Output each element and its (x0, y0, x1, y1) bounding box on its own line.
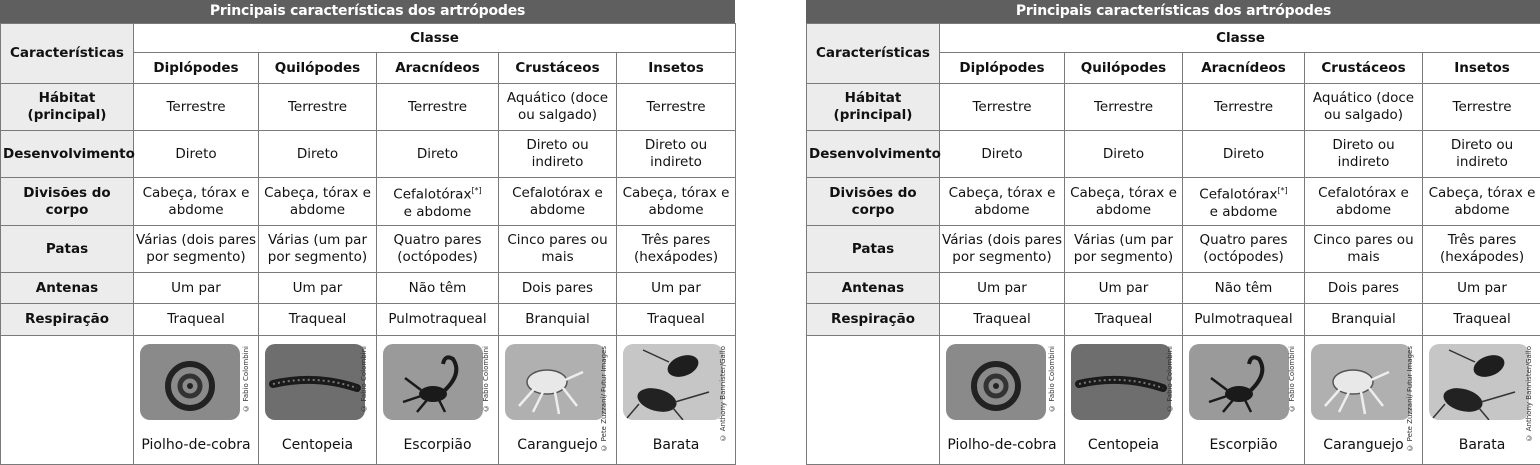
table-cell (1065, 131, 1183, 178)
table-row (1, 226, 736, 273)
row-label (807, 273, 940, 304)
table-cell (1183, 304, 1305, 336)
table-cell (1305, 304, 1423, 336)
animal-photo (1429, 344, 1529, 420)
row-label-line: Respiração (3, 311, 131, 328)
table-cell (134, 131, 259, 178)
table-cell (1065, 273, 1183, 304)
photo-credit: © Anthony Bannister/Gallo (715, 346, 732, 441)
table-cell (134, 226, 259, 273)
table-cell (377, 84, 499, 131)
animal-cell (1183, 336, 1305, 465)
cell-line: Direto (942, 146, 1062, 163)
animal-photo (1311, 344, 1411, 420)
cell-line: e abdome (1185, 204, 1302, 221)
cell-line: Um par (1425, 280, 1539, 297)
table-cell (377, 178, 499, 226)
column-header: Crustáceos (1305, 53, 1423, 84)
table-title: Principais características dos artrópodes (806, 0, 1540, 23)
cell-line: Traqueal (1067, 311, 1180, 328)
animal-name: Barata (1423, 437, 1540, 454)
table-cell (377, 226, 499, 273)
cell-line: Pulmotraqueal (1185, 311, 1302, 328)
animal-cell (940, 336, 1065, 465)
row-label-line: Hábitat (809, 90, 937, 107)
animal-photo (1071, 344, 1171, 420)
cell-line: Cabeça, tórax e (261, 185, 374, 202)
table-cell (617, 178, 736, 226)
column-header: Diplópodes (940, 53, 1065, 84)
cell-line: Várias (dois pares (942, 232, 1062, 249)
row-label (807, 304, 940, 336)
animal-cell (1305, 336, 1423, 465)
table-cell (1423, 273, 1540, 304)
cell-line: mais (501, 249, 614, 266)
footnote-mark: [*] (471, 186, 481, 195)
animal-cell (259, 336, 377, 465)
table-cell (1305, 131, 1423, 178)
table-row (807, 336, 1540, 465)
table-cell (940, 304, 1065, 336)
cell-line: e abdome (379, 204, 496, 221)
row-label (1, 131, 134, 178)
table-cell (1423, 304, 1540, 336)
table-row (807, 226, 1540, 273)
row-label-line: Respiração (809, 311, 937, 328)
cell-line: Terrestre (136, 99, 256, 116)
table-cell (259, 273, 377, 304)
table-title: Principais características dos artrópodes (0, 0, 735, 23)
cell-line: Cinco pares ou (1307, 232, 1420, 249)
cell-line: Direto (261, 146, 374, 163)
cell-text: Cefalotórax (1199, 187, 1277, 203)
cell-line: Não têm (379, 280, 496, 297)
table-cell (377, 273, 499, 304)
cell-line: Quatro pares (1185, 232, 1302, 249)
table-cell (134, 304, 259, 336)
table-cell (617, 84, 736, 131)
column-header: Insetos (1423, 53, 1540, 84)
cell-line: Direto (1067, 146, 1180, 163)
row-label-line: Desenvolvimento (809, 146, 937, 163)
cell-line: abdome (501, 202, 614, 219)
cell-line: abdome (1307, 202, 1420, 219)
table-row (1, 304, 736, 336)
photo-credit: © Pete Zuzzani/ Futur Images (596, 346, 613, 452)
animal-photo (383, 344, 483, 420)
characteristics-table-panel (0, 0, 735, 463)
table-cell (499, 178, 617, 226)
characteristics-table-panel (806, 0, 1540, 463)
table-cell (1183, 178, 1305, 226)
photo-credit: © Fabio Colombini (1284, 346, 1301, 412)
table-cell (617, 226, 736, 273)
row-label (1, 273, 134, 304)
cell-line (379, 182, 496, 204)
cell-line: Aquático (doce (501, 90, 614, 107)
animal-name: Escorpião (1183, 437, 1304, 454)
cell-line: Várias (um par (261, 232, 374, 249)
table-cell (1065, 84, 1183, 131)
animal-photo-icon (1429, 344, 1529, 420)
cell-line: Cabeça, tórax e (1067, 185, 1180, 202)
photo-credit: © Anthony Bannister/Gallo (1521, 346, 1538, 441)
table-row (1, 336, 736, 465)
cell-line: abdome (261, 202, 374, 219)
cell-line: Terrestre (379, 99, 496, 116)
header-classe: Classe (940, 24, 1540, 53)
header-classe: Classe (134, 24, 736, 53)
cell-line: Traqueal (136, 311, 256, 328)
cell-line: indireto (619, 154, 733, 171)
table-row (1, 131, 736, 178)
table-cell (1423, 131, 1540, 178)
cell-line: Um par (136, 280, 256, 297)
cell-line: Cefalotórax e (1307, 185, 1420, 202)
cell-line: (hexápodes) (619, 249, 733, 266)
animal-photo (623, 344, 723, 420)
table-cell (377, 131, 499, 178)
row-label-line: Patas (3, 241, 131, 258)
row-label-line: Divisões do corpo (809, 185, 937, 219)
cell-line: por segmento) (1067, 249, 1180, 266)
column-header: Aracnídeos (1183, 53, 1305, 84)
cell-line: Terrestre (261, 99, 374, 116)
cell-line: Terrestre (1067, 99, 1180, 116)
cell-line: Cabeça, tórax e (1425, 185, 1539, 202)
cell-line: por segmento) (261, 249, 374, 266)
animal-cell (134, 336, 259, 465)
table-cell (499, 131, 617, 178)
column-header: Insetos (617, 53, 736, 84)
column-header: Diplópodes (134, 53, 259, 84)
cell-line: Traqueal (942, 311, 1062, 328)
cell-line: Um par (261, 280, 374, 297)
table-cell (499, 226, 617, 273)
animal-photo (265, 344, 365, 420)
photo-credit: © Fabio Colombini (1162, 346, 1179, 412)
animal-cell (377, 336, 499, 465)
table-cell (940, 131, 1065, 178)
cell-line: Branquial (1307, 311, 1420, 328)
arthropods-table (0, 23, 736, 465)
cell-line: Cabeça, tórax e (942, 185, 1062, 202)
cell-line: indireto (1425, 154, 1539, 171)
animal-cell (499, 336, 617, 465)
table-row (1, 84, 736, 131)
cell-line: Direto (136, 146, 256, 163)
row-label-line: Antenas (809, 280, 937, 297)
cell-line: Branquial (501, 311, 614, 328)
cell-line: Dois pares (501, 280, 614, 297)
animal-photo-icon (383, 344, 483, 420)
cell-line: Um par (1067, 280, 1180, 297)
animal-name: Caranguejo (1305, 437, 1422, 454)
cell-line: Traqueal (1425, 311, 1539, 328)
animal-photo-icon (140, 344, 240, 420)
table-cell (499, 304, 617, 336)
table-cell (499, 273, 617, 304)
cell-line: Direto (379, 146, 496, 163)
table-cell (1305, 226, 1423, 273)
cell-line: Um par (942, 280, 1062, 297)
table-cell (259, 178, 377, 226)
cell-line: Cefalotórax e (501, 185, 614, 202)
animal-name: Piolho-de-cobra (940, 437, 1064, 454)
cell-line (1185, 182, 1302, 204)
cell-line: indireto (1307, 154, 1420, 171)
row-label-line: Antenas (3, 280, 131, 297)
empty-label-cell (807, 336, 940, 465)
row-label (807, 178, 940, 226)
table-cell (1065, 178, 1183, 226)
animal-photo-icon (623, 344, 723, 420)
table-cell (1423, 84, 1540, 131)
animal-cell (1065, 336, 1183, 465)
animal-photo-icon (505, 344, 605, 420)
cell-line: Um par (619, 280, 733, 297)
cell-line: Dois pares (1307, 280, 1420, 297)
animal-name: Caranguejo (499, 437, 616, 454)
animal-name: Centopeia (1065, 437, 1182, 454)
animal-photo (505, 344, 605, 420)
row-label-line: Hábitat (3, 90, 131, 107)
table-cell (1423, 226, 1540, 273)
cell-line: Direto ou (619, 137, 733, 154)
footnote-mark: [*] (1277, 186, 1287, 195)
cell-line: abdome (942, 202, 1062, 219)
row-label-line: Desenvolvimento (3, 146, 131, 163)
cell-line: mais (1307, 249, 1420, 266)
column-header: Quilópodes (1065, 53, 1183, 84)
cell-line: indireto (501, 154, 614, 171)
table-cell (134, 273, 259, 304)
header-caracteristicas: Características (807, 24, 940, 84)
cell-line: Aquático (doce (1307, 90, 1420, 107)
cell-line: Terrestre (1185, 99, 1302, 116)
table-cell (940, 84, 1065, 131)
animal-photo (1189, 344, 1289, 420)
cell-line: Não têm (1185, 280, 1302, 297)
photo-credit: © Fabio Colombini (478, 346, 495, 412)
animal-cell (1423, 336, 1540, 465)
animal-name: Centopeia (259, 437, 376, 454)
table-row (807, 131, 1540, 178)
table-cell (377, 304, 499, 336)
row-label (1, 226, 134, 273)
table-row (807, 273, 1540, 304)
table-cell (499, 84, 617, 131)
cell-line: ou salgado) (1307, 107, 1420, 124)
cell-line: Direto (1185, 146, 1302, 163)
photo-credit: © Fabio Colombini (356, 346, 373, 412)
table-cell (1305, 273, 1423, 304)
row-label (1, 84, 134, 131)
table-cell (1183, 273, 1305, 304)
row-label (807, 131, 940, 178)
animal-name: Piolho-de-cobra (134, 437, 258, 454)
table-row (807, 304, 1540, 336)
cell-line: (octópodes) (379, 249, 496, 266)
cell-line: Cinco pares ou (501, 232, 614, 249)
row-label (807, 84, 940, 131)
cell-line: (octópodes) (1185, 249, 1302, 266)
row-label-line: (principal) (809, 107, 937, 124)
column-header: Aracnídeos (377, 53, 499, 84)
table-cell (1065, 226, 1183, 273)
cell-line: Direto ou (1307, 137, 1420, 154)
cell-line: Cabeça, tórax e (136, 185, 256, 202)
table-cell (259, 304, 377, 336)
table-cell (259, 131, 377, 178)
animal-photo-icon (1071, 344, 1171, 420)
column-header: Crustáceos (499, 53, 617, 84)
row-label-line: Divisões do corpo (3, 185, 131, 219)
table-cell (259, 84, 377, 131)
cell-line: abdome (136, 202, 256, 219)
header-caracteristicas: Características (1, 24, 134, 84)
table-cell (1305, 178, 1423, 226)
cell-line: por segmento) (136, 249, 256, 266)
row-label-line: Patas (809, 241, 937, 258)
empty-label-cell (1, 336, 134, 465)
cell-line: (hexápodes) (1425, 249, 1539, 266)
cell-line: abdome (1425, 202, 1539, 219)
cell-line: Três pares (619, 232, 733, 249)
cell-line: Direto ou (1425, 137, 1539, 154)
row-label (1, 178, 134, 226)
table-row (807, 178, 1540, 226)
table-cell (617, 304, 736, 336)
cell-line: Terrestre (1425, 99, 1539, 116)
arthropods-table (806, 23, 1540, 465)
row-label (1, 304, 134, 336)
cell-line: Três pares (1425, 232, 1539, 249)
cell-line: Direto ou (501, 137, 614, 154)
column-header: Quilópodes (259, 53, 377, 84)
table-row (807, 84, 1540, 131)
cell-line: por segmento) (942, 249, 1062, 266)
table-cell (1065, 304, 1183, 336)
animal-photo-icon (1189, 344, 1289, 420)
table-cell (940, 226, 1065, 273)
table-cell (134, 178, 259, 226)
animal-name: Escorpião (377, 437, 498, 454)
photo-credit: © Fabio Colombini (238, 346, 255, 412)
animal-cell (617, 336, 736, 465)
table-cell (1183, 226, 1305, 273)
animal-name: Barata (617, 437, 735, 454)
table-cell (1183, 131, 1305, 178)
cell-line: Quatro pares (379, 232, 496, 249)
cell-line: abdome (1067, 202, 1180, 219)
cell-line: Terrestre (942, 99, 1062, 116)
table-cell (617, 273, 736, 304)
table-cell (1183, 84, 1305, 131)
table-cell (617, 131, 736, 178)
photo-credit: © Fabio Colombini (1044, 346, 1061, 412)
cell-text: Cefalotórax (393, 187, 471, 203)
table-row (1, 273, 736, 304)
row-label-line: (principal) (3, 107, 131, 124)
cell-line: Várias (dois pares (136, 232, 256, 249)
table-cell (1305, 84, 1423, 131)
cell-line: Traqueal (261, 311, 374, 328)
cell-line: abdome (619, 202, 733, 219)
animal-photo-icon (946, 344, 1046, 420)
photo-credit: © Pete Zuzzani/ Futur Images (1402, 346, 1419, 452)
cell-line: Várias (um par (1067, 232, 1180, 249)
row-label (807, 226, 940, 273)
cell-line: Traqueal (619, 311, 733, 328)
animal-photo (140, 344, 240, 420)
table-cell (134, 84, 259, 131)
cell-line: Cabeça, tórax e (619, 185, 733, 202)
table-cell (940, 273, 1065, 304)
animal-photo-icon (265, 344, 365, 420)
animal-photo (946, 344, 1046, 420)
cell-line: ou salgado) (501, 107, 614, 124)
table-cell (940, 178, 1065, 226)
cell-line: Terrestre (619, 99, 733, 116)
table-cell (259, 226, 377, 273)
table-row (1, 178, 736, 226)
animal-photo-icon (1311, 344, 1411, 420)
table-cell (1423, 178, 1540, 226)
cell-line: Pulmotraqueal (379, 311, 496, 328)
